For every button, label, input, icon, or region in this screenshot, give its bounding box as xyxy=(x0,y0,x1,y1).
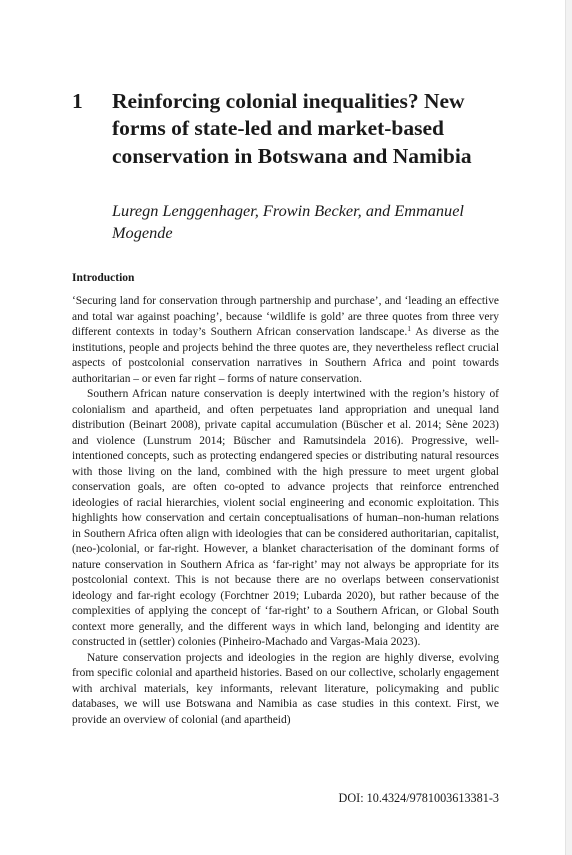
paragraph-2: Southern African nature conservation is deeply intertwined with the region’s history of colonialism and apartheid, and often perpetuates land appropriation and unequal land distribution (Beinart 2008), private capital accumulation (Büscher et al. 2014; Sène 2023) and violence (Lunstrum 2014; Büscher and Ramutsindela 2016). Progressive, well-intentioned concepts, such as protecting endangered species or distributing natural resources with those living on the land, combined with the high pressure to meet urgent global conservation goals, are often co-opted to advance projects that reinforce entrenched ideologies of racial hierarchies, violent social engineering and economic exploitation. This highlights how conservation and certain conceptualisations of human–non-human relations in Southern Africa often align with ideologies that can be considered authoritarian, capitalist, (neo-)colonial, or far-right. However, a blanket characterisation of the dominant forms of nature conservation in Southern Africa as ‘far-right’ may not always be appropriate for its postcolonial context. This is not because there are no overlaps between conservationist ideology and far-right ecology (Forchtner 2019; Lubarda 2020), but rather because of the complexities of applying the concept of ‘far-right’ to a Southern African, or Global South context more generally, and the different ways in which land, belonging and identity are constructed in (settler) colonies (Pinheiro-Machado and Vargas-Maia 2023). xyxy=(72,388,499,648)
paragraph-1-text-a: ‘Securing land for conservation through partnership and purchase’, and ‘leading an effective and total war against poaching’, because ‘wildlife is gold’ are three quotes from three very different contexts in today’s Southern African conservation landscape. xyxy=(72,295,499,338)
footnote-reference[interactable]: 1 xyxy=(407,324,411,333)
paragraph-1-text-b: As diverse as the institutions, people and projects behind the three quotes are, they nevertheless reflect crucial aspects of postcolonial conservation narratives in Southern Africa and point towards authoritarian – or even far right – forms of nature conservation. xyxy=(72,326,500,385)
section-heading: Introduction xyxy=(72,272,135,284)
paragraph-3: Nature conservation projects and ideologies in the region are highly diverse, evolving from specific colonial and apartheid histories. Based on our collective, scholarly engagement with archival materials, key informants, relevant literature, policymaking and public databases, we will use Botswana and Namibia as case studies in this context. First, we provide an overview of colonial (and apartheid) xyxy=(72,651,499,726)
chapter-authors: Luregn Lenggenhager, Frowin Becker, and Emmanuel Mogende xyxy=(112,201,464,242)
doi-footer: DOI: 10.4324/9781003613381-3 xyxy=(338,791,499,805)
chapter-number: 1 xyxy=(72,89,83,113)
page-edge xyxy=(565,0,572,855)
paragraph-1 xyxy=(72,294,499,387)
body-text xyxy=(72,294,499,728)
chapter-title: Reinforcing colonial inequalities? New forms of state-led and market-based conservation in Botswana and Namibia xyxy=(112,89,472,168)
